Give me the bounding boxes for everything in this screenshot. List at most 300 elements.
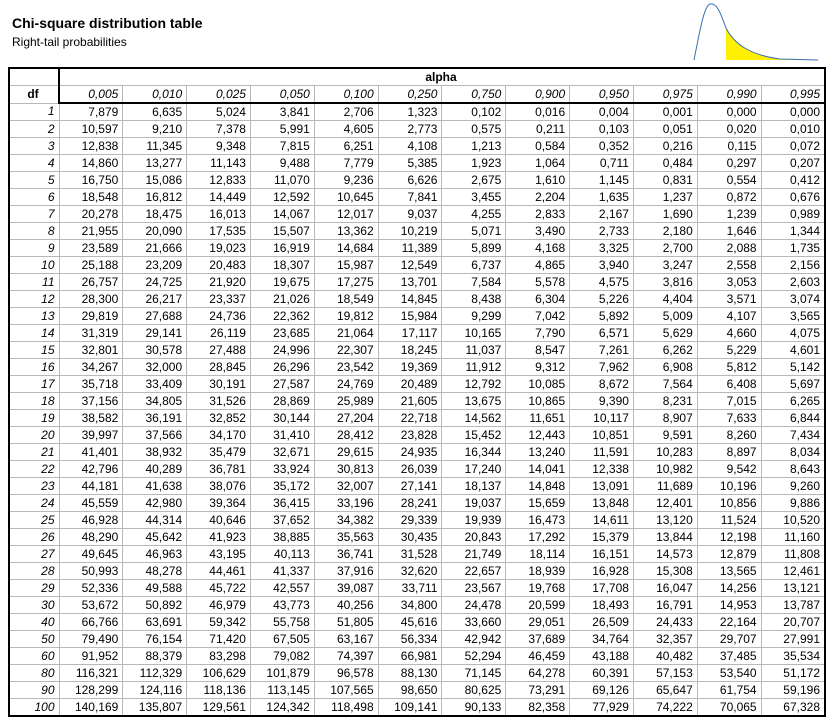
table-row bbox=[9, 699, 825, 717]
value-cell: 2,603 bbox=[761, 274, 825, 291]
value-cell: 3,247 bbox=[633, 257, 697, 274]
value-cell: 40,482 bbox=[633, 648, 697, 665]
value-cell: 5,229 bbox=[697, 342, 761, 359]
value-cell: 1,646 bbox=[697, 223, 761, 240]
df-cell: 27 bbox=[9, 546, 59, 563]
value-cell: 32,801 bbox=[59, 342, 123, 359]
value-cell: 4,575 bbox=[570, 274, 634, 291]
table-row bbox=[9, 359, 825, 376]
page-title: Chi-square distribution table bbox=[12, 15, 203, 31]
value-cell: 35,479 bbox=[187, 444, 251, 461]
value-cell: 21,955 bbox=[59, 223, 123, 240]
value-cell: 39,364 bbox=[187, 495, 251, 512]
alpha-column-header: 0,750 bbox=[442, 86, 506, 104]
value-cell: 12,879 bbox=[697, 546, 761, 563]
value-cell: 9,542 bbox=[697, 461, 761, 478]
value-cell: 0,000 bbox=[761, 103, 825, 121]
value-cell: 5,226 bbox=[570, 291, 634, 308]
value-cell: 15,379 bbox=[570, 529, 634, 546]
value-cell: 12,461 bbox=[761, 563, 825, 580]
value-cell: 21,749 bbox=[442, 546, 506, 563]
value-cell: 13,240 bbox=[506, 444, 570, 461]
value-cell: 7,633 bbox=[697, 410, 761, 427]
value-cell: 8,034 bbox=[761, 444, 825, 461]
value-cell: 10,165 bbox=[442, 325, 506, 342]
value-cell: 27,204 bbox=[314, 410, 378, 427]
alpha-column-header: 0,010 bbox=[123, 86, 187, 104]
value-cell: 5,578 bbox=[506, 274, 570, 291]
value-cell: 17,275 bbox=[314, 274, 378, 291]
value-cell: 26,296 bbox=[250, 359, 314, 376]
value-cell: 6,304 bbox=[506, 291, 570, 308]
value-cell: 76,154 bbox=[123, 631, 187, 648]
value-cell: 66,981 bbox=[378, 648, 442, 665]
value-cell: 37,566 bbox=[123, 427, 187, 444]
value-cell: 16,151 bbox=[570, 546, 634, 563]
value-cell: 1,690 bbox=[633, 206, 697, 223]
value-cell: 11,651 bbox=[506, 410, 570, 427]
value-cell: 112,329 bbox=[123, 665, 187, 682]
value-cell: 46,459 bbox=[506, 648, 570, 665]
value-cell: 38,885 bbox=[250, 529, 314, 546]
value-cell: 9,312 bbox=[506, 359, 570, 376]
value-cell: 7,815 bbox=[250, 138, 314, 155]
df-header-spacer bbox=[9, 68, 59, 86]
value-cell: 17,292 bbox=[506, 529, 570, 546]
table-row bbox=[9, 682, 825, 699]
value-cell: 10,117 bbox=[570, 410, 634, 427]
value-cell: 38,582 bbox=[59, 410, 123, 427]
value-cell: 0,115 bbox=[697, 138, 761, 155]
value-cell: 2,675 bbox=[442, 172, 506, 189]
value-cell: 0,831 bbox=[633, 172, 697, 189]
value-cell: 29,615 bbox=[314, 444, 378, 461]
value-cell: 20,599 bbox=[506, 597, 570, 614]
value-cell: 3,841 bbox=[250, 103, 314, 121]
value-cell: 34,800 bbox=[378, 597, 442, 614]
value-cell: 7,564 bbox=[633, 376, 697, 393]
value-cell: 0,020 bbox=[697, 121, 761, 138]
alpha-header-row bbox=[9, 68, 825, 86]
value-cell: 0,989 bbox=[761, 206, 825, 223]
value-cell: 28,869 bbox=[250, 393, 314, 410]
value-cell: 23,209 bbox=[123, 257, 187, 274]
value-cell: 1,239 bbox=[697, 206, 761, 223]
value-cell: 18,549 bbox=[314, 291, 378, 308]
value-cell: 63,691 bbox=[123, 614, 187, 631]
value-cell: 34,170 bbox=[187, 427, 251, 444]
value-cell: 14,256 bbox=[697, 580, 761, 597]
value-cell: 16,344 bbox=[442, 444, 506, 461]
df-cell: 18 bbox=[9, 393, 59, 410]
value-cell: 7,779 bbox=[314, 155, 378, 172]
value-cell: 32,852 bbox=[187, 410, 251, 427]
value-cell: 18,493 bbox=[570, 597, 634, 614]
value-cell: 9,299 bbox=[442, 308, 506, 325]
value-cell: 14,067 bbox=[250, 206, 314, 223]
value-cell: 10,645 bbox=[314, 189, 378, 206]
value-cell: 0,051 bbox=[633, 121, 697, 138]
value-cell: 30,435 bbox=[378, 529, 442, 546]
table-row bbox=[9, 189, 825, 206]
value-cell: 27,488 bbox=[187, 342, 251, 359]
value-cell: 29,051 bbox=[506, 614, 570, 631]
value-cell: 90,133 bbox=[442, 699, 506, 717]
value-cell: 124,116 bbox=[123, 682, 187, 699]
value-cell: 12,833 bbox=[187, 172, 251, 189]
value-cell: 4,255 bbox=[442, 206, 506, 223]
value-cell: 35,718 bbox=[59, 376, 123, 393]
value-cell: 13,675 bbox=[442, 393, 506, 410]
value-cell: 12,792 bbox=[442, 376, 506, 393]
value-cell: 67,505 bbox=[250, 631, 314, 648]
df-cell: 23 bbox=[9, 478, 59, 495]
value-cell: 35,534 bbox=[761, 648, 825, 665]
value-cell: 3,816 bbox=[633, 274, 697, 291]
value-cell: 96,578 bbox=[314, 665, 378, 682]
value-cell: 1,635 bbox=[570, 189, 634, 206]
value-cell: 3,490 bbox=[506, 223, 570, 240]
value-cell: 27,688 bbox=[123, 308, 187, 325]
value-cell: 74,397 bbox=[314, 648, 378, 665]
value-cell: 2,088 bbox=[697, 240, 761, 257]
value-cell: 11,143 bbox=[187, 155, 251, 172]
value-cell: 6,265 bbox=[761, 393, 825, 410]
value-cell: 36,415 bbox=[250, 495, 314, 512]
value-cell: 6,571 bbox=[570, 325, 634, 342]
value-cell: 16,473 bbox=[506, 512, 570, 529]
table-row bbox=[9, 393, 825, 410]
value-cell: 91,952 bbox=[59, 648, 123, 665]
value-cell: 19,037 bbox=[442, 495, 506, 512]
table-row bbox=[9, 274, 825, 291]
value-cell: 52,294 bbox=[442, 648, 506, 665]
value-cell: 113,145 bbox=[250, 682, 314, 699]
value-cell: 19,812 bbox=[314, 308, 378, 325]
value-cell: 45,559 bbox=[59, 495, 123, 512]
value-cell: 41,638 bbox=[123, 478, 187, 495]
value-cell: 14,041 bbox=[506, 461, 570, 478]
table-row bbox=[9, 597, 825, 614]
value-cell: 21,064 bbox=[314, 325, 378, 342]
value-cell: 29,141 bbox=[123, 325, 187, 342]
value-cell: 40,289 bbox=[123, 461, 187, 478]
value-cell: 7,841 bbox=[378, 189, 442, 206]
df-cell: 16 bbox=[9, 359, 59, 376]
value-cell: 23,828 bbox=[378, 427, 442, 444]
value-cell: 31,528 bbox=[378, 546, 442, 563]
value-cell: 12,198 bbox=[697, 529, 761, 546]
value-cell: 21,920 bbox=[187, 274, 251, 291]
value-cell: 4,168 bbox=[506, 240, 570, 257]
value-cell: 2,558 bbox=[697, 257, 761, 274]
value-cell: 17,535 bbox=[187, 223, 251, 240]
chi-square-table bbox=[8, 67, 826, 717]
value-cell: 18,307 bbox=[250, 257, 314, 274]
value-cell: 5,385 bbox=[378, 155, 442, 172]
value-cell: 2,833 bbox=[506, 206, 570, 223]
value-cell: 1,344 bbox=[761, 223, 825, 240]
value-cell: 19,939 bbox=[442, 512, 506, 529]
value-cell: 3,940 bbox=[570, 257, 634, 274]
value-cell: 55,758 bbox=[250, 614, 314, 631]
value-cell: 5,899 bbox=[442, 240, 506, 257]
value-cell: 29,339 bbox=[378, 512, 442, 529]
df-cell: 5 bbox=[9, 172, 59, 189]
value-cell: 64,278 bbox=[506, 665, 570, 682]
value-cell: 7,261 bbox=[570, 342, 634, 359]
value-cell: 12,838 bbox=[59, 138, 123, 155]
value-cell: 118,498 bbox=[314, 699, 378, 717]
value-cell: 124,342 bbox=[250, 699, 314, 717]
value-cell: 3,325 bbox=[570, 240, 634, 257]
value-cell: 109,141 bbox=[378, 699, 442, 717]
value-cell: 15,987 bbox=[314, 257, 378, 274]
value-cell: 46,928 bbox=[59, 512, 123, 529]
value-cell: 6,408 bbox=[697, 376, 761, 393]
value-cell: 67,328 bbox=[761, 699, 825, 717]
table-row bbox=[9, 648, 825, 665]
value-cell: 18,114 bbox=[506, 546, 570, 563]
value-cell: 37,916 bbox=[314, 563, 378, 580]
value-cell: 16,812 bbox=[123, 189, 187, 206]
value-cell: 13,848 bbox=[570, 495, 634, 512]
value-cell: 15,984 bbox=[378, 308, 442, 325]
table-body bbox=[9, 103, 825, 716]
value-cell: 53,540 bbox=[697, 665, 761, 682]
value-cell: 44,461 bbox=[187, 563, 251, 580]
value-cell: 51,805 bbox=[314, 614, 378, 631]
value-cell: 10,982 bbox=[633, 461, 697, 478]
table-row bbox=[9, 410, 825, 427]
value-cell: 21,666 bbox=[123, 240, 187, 257]
value-cell: 24,433 bbox=[633, 614, 697, 631]
value-cell: 33,660 bbox=[442, 614, 506, 631]
value-cell: 0,554 bbox=[697, 172, 761, 189]
value-cell: 3,053 bbox=[697, 274, 761, 291]
value-cell: 48,290 bbox=[59, 529, 123, 546]
table-row bbox=[9, 563, 825, 580]
value-cell: 51,172 bbox=[761, 665, 825, 682]
value-cell: 45,722 bbox=[187, 580, 251, 597]
df-cell: 2 bbox=[9, 121, 59, 138]
value-cell: 20,483 bbox=[187, 257, 251, 274]
value-cell: 8,260 bbox=[697, 427, 761, 444]
value-cell: 23,542 bbox=[314, 359, 378, 376]
value-cell: 23,589 bbox=[59, 240, 123, 257]
value-cell: 9,260 bbox=[761, 478, 825, 495]
value-cell: 59,342 bbox=[187, 614, 251, 631]
value-cell: 46,963 bbox=[123, 546, 187, 563]
value-cell: 101,879 bbox=[250, 665, 314, 682]
value-cell: 22,362 bbox=[250, 308, 314, 325]
value-cell: 0,584 bbox=[506, 138, 570, 155]
value-cell: 9,390 bbox=[570, 393, 634, 410]
df-cell: 9 bbox=[9, 240, 59, 257]
table-row bbox=[9, 665, 825, 682]
value-cell: 1,064 bbox=[506, 155, 570, 172]
value-cell: 10,196 bbox=[697, 478, 761, 495]
page-subtitle: Right-tail probabilities bbox=[12, 35, 127, 49]
value-cell: 13,121 bbox=[761, 580, 825, 597]
value-cell: 11,037 bbox=[442, 342, 506, 359]
density-curve bbox=[694, 4, 818, 60]
value-cell: 16,013 bbox=[187, 206, 251, 223]
value-cell: 140,169 bbox=[59, 699, 123, 717]
value-cell: 8,672 bbox=[570, 376, 634, 393]
value-cell: 20,489 bbox=[378, 376, 442, 393]
value-cell: 26,039 bbox=[378, 461, 442, 478]
value-cell: 15,507 bbox=[250, 223, 314, 240]
value-cell: 65,647 bbox=[633, 682, 697, 699]
value-cell: 28,300 bbox=[59, 291, 123, 308]
value-cell: 0,352 bbox=[570, 138, 634, 155]
value-cell: 13,565 bbox=[697, 563, 761, 580]
df-cell: 26 bbox=[9, 529, 59, 546]
value-cell: 31,410 bbox=[250, 427, 314, 444]
value-cell: 11,689 bbox=[633, 478, 697, 495]
value-cell: 9,591 bbox=[633, 427, 697, 444]
value-cell: 0,412 bbox=[761, 172, 825, 189]
value-cell: 43,773 bbox=[250, 597, 314, 614]
value-cell: 4,107 bbox=[697, 308, 761, 325]
value-cell: 29,707 bbox=[697, 631, 761, 648]
value-cell: 37,689 bbox=[506, 631, 570, 648]
value-cell: 6,251 bbox=[314, 138, 378, 155]
table-row bbox=[9, 461, 825, 478]
value-cell: 21,026 bbox=[250, 291, 314, 308]
value-cell: 14,848 bbox=[506, 478, 570, 495]
table-row bbox=[9, 495, 825, 512]
value-cell: 32,000 bbox=[123, 359, 187, 376]
df-cell: 4 bbox=[9, 155, 59, 172]
table-row bbox=[9, 546, 825, 563]
value-cell: 88,379 bbox=[123, 648, 187, 665]
value-cell: 24,935 bbox=[378, 444, 442, 461]
value-cell: 13,844 bbox=[633, 529, 697, 546]
value-cell: 0,016 bbox=[506, 103, 570, 121]
value-cell: 33,196 bbox=[314, 495, 378, 512]
df-cell: 6 bbox=[9, 189, 59, 206]
value-cell: 106,629 bbox=[187, 665, 251, 682]
value-cell: 70,065 bbox=[697, 699, 761, 717]
value-cell: 12,017 bbox=[314, 206, 378, 223]
value-cell: 66,766 bbox=[59, 614, 123, 631]
df-cell: 13 bbox=[9, 308, 59, 325]
value-cell: 15,452 bbox=[442, 427, 506, 444]
value-cell: 0,216 bbox=[633, 138, 697, 155]
value-cell: 20,843 bbox=[442, 529, 506, 546]
value-cell: 22,718 bbox=[378, 410, 442, 427]
alpha-header: alpha bbox=[59, 68, 825, 86]
value-cell: 9,886 bbox=[761, 495, 825, 512]
df-cell: 17 bbox=[9, 376, 59, 393]
value-cell: 129,561 bbox=[187, 699, 251, 717]
value-cell: 14,860 bbox=[59, 155, 123, 172]
value-cell: 16,791 bbox=[633, 597, 697, 614]
value-cell: 11,524 bbox=[697, 512, 761, 529]
table-row bbox=[9, 291, 825, 308]
value-cell: 26,119 bbox=[187, 325, 251, 342]
value-cell: 118,136 bbox=[187, 682, 251, 699]
value-cell: 23,337 bbox=[187, 291, 251, 308]
value-cell: 0,872 bbox=[697, 189, 761, 206]
value-cell: 8,897 bbox=[697, 444, 761, 461]
value-cell: 2,156 bbox=[761, 257, 825, 274]
df-cell: 12 bbox=[9, 291, 59, 308]
value-cell: 13,277 bbox=[123, 155, 187, 172]
value-cell: 40,113 bbox=[250, 546, 314, 563]
value-cell: 32,671 bbox=[250, 444, 314, 461]
value-cell: 5,024 bbox=[187, 103, 251, 121]
value-cell: 7,584 bbox=[442, 274, 506, 291]
value-cell: 11,345 bbox=[123, 138, 187, 155]
value-cell: 2,204 bbox=[506, 189, 570, 206]
table-row bbox=[9, 172, 825, 189]
value-cell: 7,434 bbox=[761, 427, 825, 444]
value-cell: 5,812 bbox=[697, 359, 761, 376]
value-cell: 2,773 bbox=[378, 121, 442, 138]
df-cell: 15 bbox=[9, 342, 59, 359]
value-cell: 0,211 bbox=[506, 121, 570, 138]
value-cell: 24,725 bbox=[123, 274, 187, 291]
value-cell: 18,939 bbox=[506, 563, 570, 580]
value-cell: 0,676 bbox=[761, 189, 825, 206]
value-cell: 1,145 bbox=[570, 172, 634, 189]
value-cell: 0,484 bbox=[633, 155, 697, 172]
value-cell: 40,256 bbox=[314, 597, 378, 614]
value-cell: 50,892 bbox=[123, 597, 187, 614]
value-cell: 56,334 bbox=[378, 631, 442, 648]
value-cell: 71,145 bbox=[442, 665, 506, 682]
value-cell: 39,997 bbox=[59, 427, 123, 444]
value-cell: 16,919 bbox=[250, 240, 314, 257]
table-row bbox=[9, 427, 825, 444]
value-cell: 0,207 bbox=[761, 155, 825, 172]
value-cell: 79,490 bbox=[59, 631, 123, 648]
table-row bbox=[9, 478, 825, 495]
value-cell: 12,592 bbox=[250, 189, 314, 206]
value-cell: 0,004 bbox=[570, 103, 634, 121]
value-cell: 0,001 bbox=[633, 103, 697, 121]
value-cell: 10,856 bbox=[697, 495, 761, 512]
value-cell: 82,358 bbox=[506, 699, 570, 717]
df-cell: 22 bbox=[9, 461, 59, 478]
value-cell: 31,526 bbox=[187, 393, 251, 410]
table-row bbox=[9, 138, 825, 155]
value-cell: 38,932 bbox=[123, 444, 187, 461]
table-row bbox=[9, 376, 825, 393]
value-cell: 46,979 bbox=[187, 597, 251, 614]
value-cell: 0,711 bbox=[570, 155, 634, 172]
table-row bbox=[9, 121, 825, 138]
df-cell: 24 bbox=[9, 495, 59, 512]
table-row bbox=[9, 155, 825, 172]
value-cell: 29,819 bbox=[59, 308, 123, 325]
value-cell: 0,072 bbox=[761, 138, 825, 155]
value-cell: 88,130 bbox=[378, 665, 442, 682]
value-cell: 73,291 bbox=[506, 682, 570, 699]
value-cell: 36,191 bbox=[123, 410, 187, 427]
value-cell: 4,601 bbox=[761, 342, 825, 359]
value-cell: 13,701 bbox=[378, 274, 442, 291]
value-cell: 5,697 bbox=[761, 376, 825, 393]
value-cell: 0,297 bbox=[697, 155, 761, 172]
value-cell: 16,047 bbox=[633, 580, 697, 597]
value-cell: 14,611 bbox=[570, 512, 634, 529]
alpha-column-header: 0,990 bbox=[697, 86, 761, 104]
value-cell: 24,996 bbox=[250, 342, 314, 359]
